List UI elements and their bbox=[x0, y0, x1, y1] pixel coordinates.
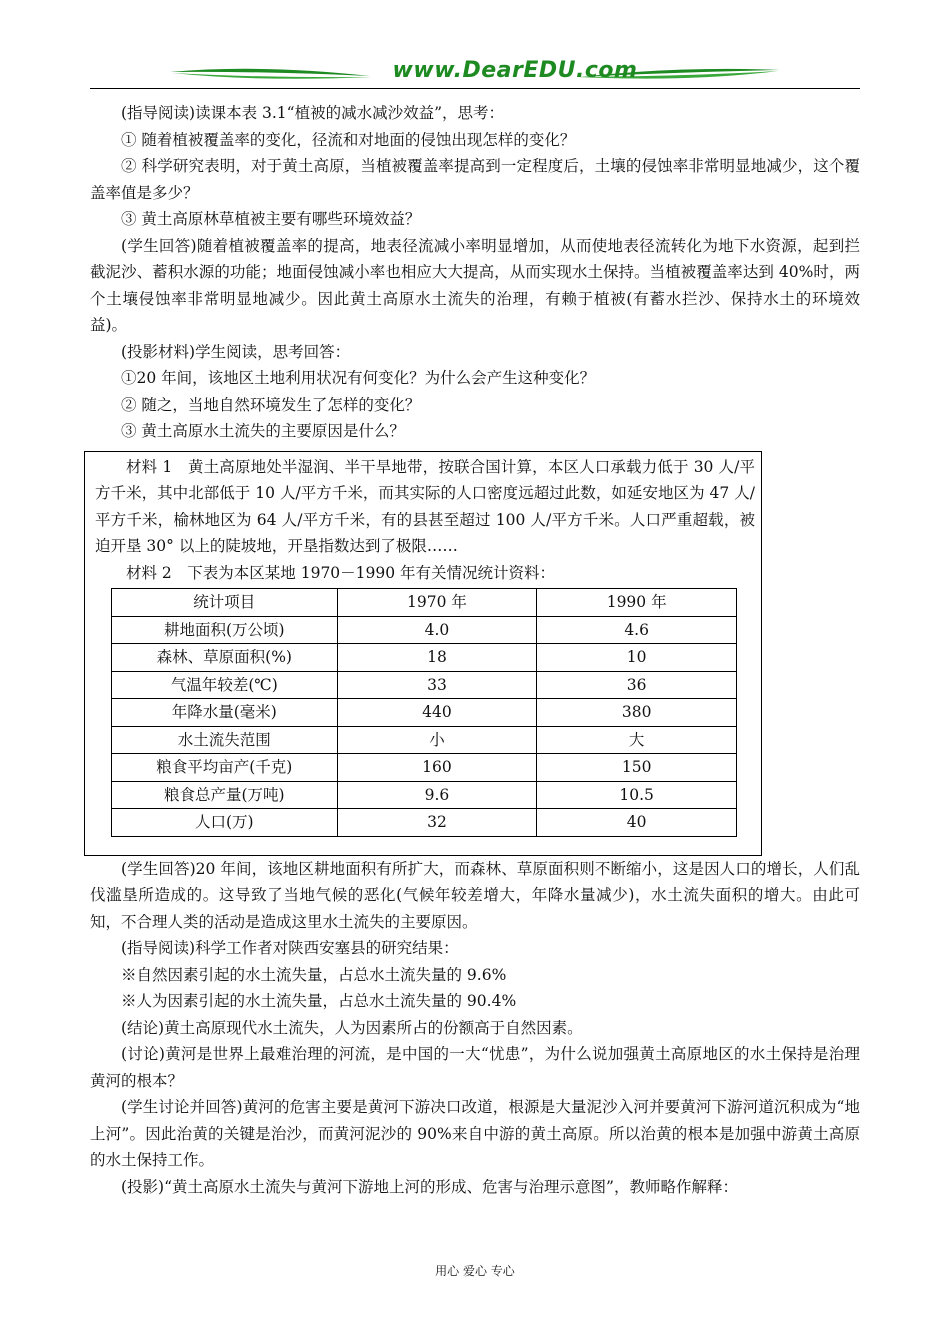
table-header-item: 统计项目 bbox=[112, 589, 338, 617]
table-cell: 18 bbox=[337, 644, 537, 672]
table-header-1990: 1990 年 bbox=[537, 589, 737, 617]
table-cell: 33 bbox=[337, 671, 537, 699]
top-paragraphs bbox=[90, 100, 860, 445]
paragraph: ② 随之，当地自然环境发生了怎样的变化？ bbox=[121, 395, 421, 414]
document-body bbox=[90, 100, 860, 1200]
table-cell: 10 bbox=[537, 644, 737, 672]
table-cell: 40 bbox=[537, 809, 737, 837]
table-header-1970: 1970 年 bbox=[337, 589, 537, 617]
table-cell: 4.0 bbox=[337, 616, 537, 644]
table-cell: 150 bbox=[537, 754, 737, 782]
paragraph: (结论)黄土高原现代水土流失，人为因素所占的份额高于自然因素。 bbox=[121, 1018, 583, 1037]
table-cell: 人口(万) bbox=[112, 809, 338, 837]
paragraph: ① 随着植被覆盖率的变化，径流和对地面的侵蚀出现怎样的变化？ bbox=[121, 130, 576, 149]
table-row bbox=[112, 699, 737, 727]
paragraph: ③ 黄土高原林草植被主要有哪些环境效益？ bbox=[121, 210, 421, 228]
page-footer: 用心 爱心 专心 bbox=[435, 1264, 515, 1278]
table-row bbox=[112, 671, 737, 699]
paragraph: (投影)“黄土高原水土流失与黄河下游地上河的形成、危害与治理示意图”，教师略作解释： bbox=[121, 1177, 738, 1196]
paragraph: ※人为因素引起的水土流失量，占总水土流失量的 90.4% bbox=[121, 992, 517, 1010]
paragraph: ※自然因素引起的水土流失量，占总水土流失量的 9.6% bbox=[121, 965, 507, 984]
table-row bbox=[112, 644, 737, 672]
paragraph: (指导阅读)科学工作者对陕西安塞县的研究结果： bbox=[121, 939, 459, 957]
paragraph: (学生回答)20 年间，该地区耕地面积有所扩大，而森林、草原面积则不断缩小，这是因人口的增长，人们乱伐滥垦所造成的。这导致了当地气候的恶化(气候年较差增大，年降水量减少)，水土流失面积的增大。由此可知，不合理人类的活动是造成这里水土流失的主要原因。 bbox=[90, 859, 860, 931]
table-cell: 气温年较差(℃) bbox=[112, 671, 338, 699]
material-2: 材料 2 下表为本区某地 1970－1990 年有关情况统计资料： bbox=[126, 563, 556, 582]
table-cell: 440 bbox=[337, 699, 537, 727]
table-cell: 年降水量(毫米) bbox=[112, 699, 338, 727]
table-cell: 耕地面积(万公顷) bbox=[112, 616, 338, 644]
table-cell: 9.6 bbox=[337, 781, 537, 809]
site-header bbox=[90, 58, 860, 92]
table-cell: 小 bbox=[337, 726, 537, 754]
statistics-table bbox=[111, 588, 737, 837]
table-cell: 森林、草原面积(%) bbox=[112, 644, 338, 672]
table-row bbox=[112, 726, 737, 754]
table-row bbox=[112, 754, 737, 782]
table-cell: 10.5 bbox=[537, 781, 737, 809]
table-cell: 160 bbox=[337, 754, 537, 782]
paragraph: ①20 年间，该地区土地利用状况有何变化？为什么会产生这种变化？ bbox=[121, 369, 596, 387]
table-cell: 4.6 bbox=[537, 616, 737, 644]
table-cell: 大 bbox=[537, 726, 737, 754]
paragraph: (学生讨论并回答)黄河的危害主要是黄河下游决口改道，根源是大量泥沙入河并要黄河下游河道沉积成为“地上河”。因此治黄的关键是治沙，而黄河泥沙的 90%来自中游的黄土高原。所以治黄的根本是加强中游黄土高原的水土保持工作。 bbox=[90, 1098, 860, 1169]
materials-box bbox=[84, 451, 762, 856]
material-1: 材料 1 黄土高原地处半湿润、半干旱地带，按联合国计算，本区人口承载力低于 30 人/平方千米，其中北部低于 10 人/平方千米，而其实际的人口密度远超过此数，如延安地区为 47 人/平方千米，榆林地区为 64 人/平方千米，有的县甚至超过 100 人/平方千米。人口严重超载，被迫开垦 30° 以上的陡坡地，开垦指数达到了极限…… bbox=[95, 457, 755, 555]
table-header-row bbox=[112, 589, 737, 617]
table-row bbox=[112, 781, 737, 809]
table-cell: 粮食总产量(万吨) bbox=[112, 781, 338, 809]
table-cell: 380 bbox=[537, 699, 737, 727]
paragraph: ③ 黄土高原水土流失的主要原因是什么？ bbox=[121, 422, 405, 440]
table-row bbox=[112, 809, 737, 837]
paragraph: (指导阅读)读课本表 3.1“植被的减水减沙效益”，思考： bbox=[121, 104, 505, 122]
header-divider bbox=[90, 88, 860, 89]
paragraph: (投影材料)学生阅读，思考回答： bbox=[121, 342, 351, 361]
table-row bbox=[112, 616, 737, 644]
paragraph: (学生回答)随着植被覆盖率的提高，地表径流减小率明显增加，从而使地表径流转化为地下水资源，起到拦截泥沙、蓄积水源的功能；地面侵蚀减小率也相应大大提高，从而实现水土保持。当植被覆盖率达到 40%时，两个土壤侵蚀率非常明显地减少。因此黄土高原水土流失的治理，有赖于植被(有蓄水拦沙、保持水土的环境效益)。 bbox=[90, 236, 860, 334]
table-cell: 水土流失范围 bbox=[112, 726, 338, 754]
table-cell: 粮食平均亩产(千克) bbox=[112, 754, 338, 782]
table-cell: 32 bbox=[337, 809, 537, 837]
table-cell: 36 bbox=[537, 671, 737, 699]
bottom-paragraphs bbox=[90, 856, 860, 1201]
site-logo-text: www.DearEDU.com bbox=[392, 58, 638, 83]
paragraph: ② 科学研究表明，对于黄土高原，当植被覆盖率提高到一定程度后，土壤的侵蚀率非常明显地减少，这个覆盖率值是多少？ bbox=[90, 157, 860, 202]
paragraph: (讨论)黄河是世界上最难治理的河流，是中国的一大“忧患”，为什么说加强黄土高原地区的水土保持是治理黄河的根本？ bbox=[90, 1045, 860, 1090]
